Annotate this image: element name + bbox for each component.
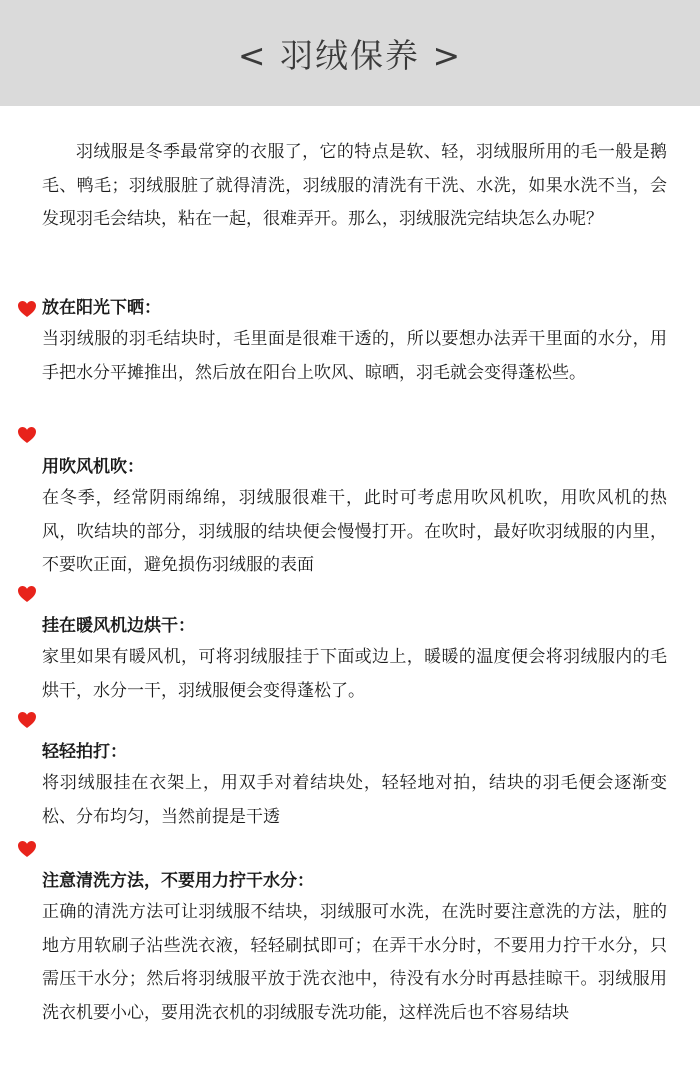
section-body: 在冬季，经常阴雨绵绵，羽绒服很难干，此时可考虑用吹风机吹，用吹风机的热风，吹结块的部分，羽绒服的结块便会慢慢打开。在吹时，最好吹羽绒服的内里， 不要吹正面，避免损伤羽绒服的表面 — [42, 488, 667, 575]
section-title: 注意清洗方法，不要用力拧干水分： — [42, 871, 314, 891]
heart-icon — [17, 300, 37, 320]
heart-icon — [17, 840, 37, 860]
section-body: 家里如果有暖风机，可将羽绒服挂于下面或边上，暖暖的温度便会将羽绒服内的毛烘干，水分一干，羽绒服便会变得蓬松了。 — [42, 647, 667, 701]
section-title: 用吹风机吹： — [42, 457, 144, 477]
section-title: 轻轻拍打： — [42, 742, 127, 762]
section-body: 正确的清洗方法可让羽绒服不结块，羽绒服可水洗，在洗时要注意洗的方法，脏的地方用软刷子沾些洗衣液，轻轻刷拭即可；在弄干水分时，不要用力拧干水分，只需压干水分；然后将羽绒服平放于洗衣池中，待没有水分时再悬挂晾干。羽绒服用洗衣机要小心，要用洗衣机的羽绒服专洗功能，这样洗后也不容易结块 — [42, 902, 667, 1023]
page-header — [0, 0, 700, 106]
heart-icon — [17, 711, 37, 731]
section-title: 挂在暖风机边烘干： — [42, 616, 195, 636]
heart-icon — [17, 585, 37, 605]
section-body: 将羽绒服挂在衣架上，用双手对着结块处，轻轻地对拍，结块的羽毛便会逐渐变松、分布均匀，当然前提是干透 — [42, 773, 667, 827]
section-body: 当羽绒服的羽毛结块时，毛里面是很难干透的，所以要想办法弄干里面的水分，用手把水分平摊推出，然后放在阳台上吹风、晾晒，羽毛就会变得蓬松些。 — [42, 329, 667, 383]
page-title: < 羽绒保养 > — [237, 35, 463, 75]
heart-icon — [17, 426, 37, 446]
section-title: 放在阳光下晒： — [42, 298, 161, 318]
intro-paragraph: 羽绒服是冬季最常穿的衣服了，它的特点是软、轻，羽绒服所用的毛一般是鹅毛、鸭毛；羽绒服脏了就得清洗，羽绒服的清洗有干洗、水洗，如果水洗不当，会发现羽毛会结块，粘在一起，很难弄开。那么，羽绒服洗完结块怎么办呢？ — [42, 142, 667, 229]
